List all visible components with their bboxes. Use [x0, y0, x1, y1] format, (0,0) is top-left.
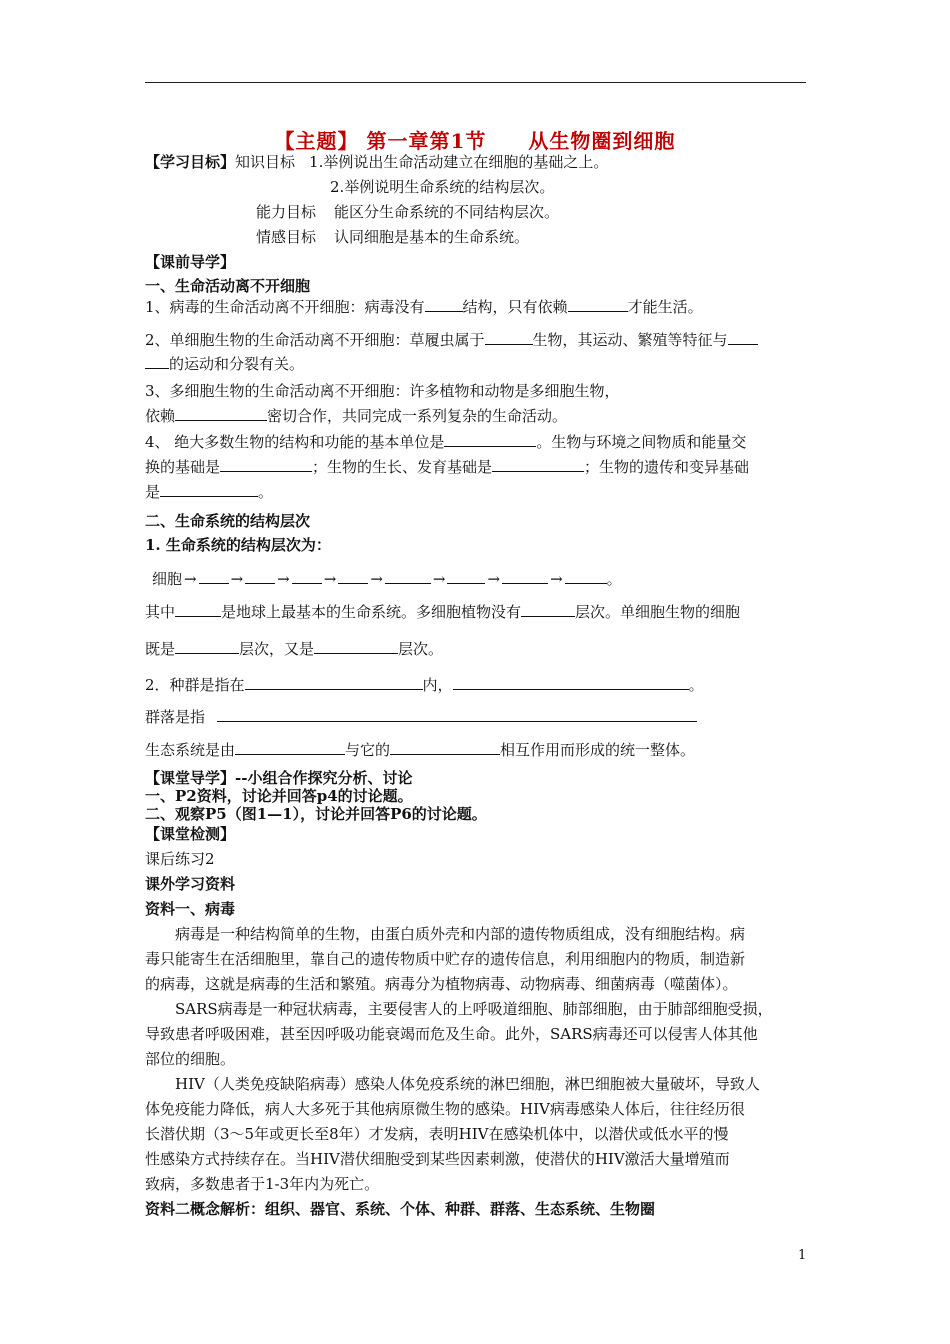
population-definition: 2．种群是指在 内， 。: [145, 676, 704, 694]
question-2: 2、单细胞生物的生命活动离不开细胞：草履虫属于 生物，其运动、繁殖等特征与: [145, 330, 758, 350]
blank[interactable]: [220, 457, 312, 472]
blank[interactable]: [453, 675, 689, 690]
section-2-line-1: 其中 是地球上最基本的生命系统。多细胞植物没有 层次。单细胞生物的细胞: [145, 603, 741, 621]
blank[interactable]: [235, 740, 345, 755]
question-4-cont: 换的基础是 ；生物的生长、发育基础是 ；生物的遗传和变异基础: [145, 458, 750, 476]
blank[interactable]: [485, 330, 533, 345]
blank[interactable]: [728, 330, 758, 345]
virus-para-1-line-2: 毒只能寄生在活细胞里，靠自己的遗传物质中贮存的遗传信息，利用细胞内的物质，制造新: [145, 950, 746, 968]
question-1: 1、病毒的生命活动离不开细胞：病毒没有 结构，只有依赖 才能生活。: [145, 298, 703, 316]
resource-1-title: 资料一、病毒: [145, 900, 236, 918]
blank[interactable]: [425, 297, 463, 312]
page-number: 1: [798, 1248, 807, 1263]
section-2-q1: 1. 生命系统的结构层次为：: [145, 536, 331, 554]
objectives-line-4: 情感目标 认同细胞是基本的生命系统。: [256, 228, 530, 246]
resource-2-title: 资料二概念解析：组织、器官、系统、个体、种群、群落、生态系统、生物圈: [145, 1200, 656, 1218]
virus-para-3-line-1: HIV（人类免疫缺陷病毒）感染人体免疫系统的淋巴细胞，淋巴细胞被大量破坏，导致人: [175, 1075, 760, 1093]
virus-para-3-line-4: 性感染方式持续存在。当HIV潜伏细胞受到某些因素刺激，使潜伏的HIV激活大量增殖而: [145, 1150, 730, 1168]
blank[interactable]: [145, 354, 169, 369]
blank[interactable]: [217, 707, 697, 722]
class-item-1: 一、P2资料，讨论并回答p4的讨论题。: [145, 787, 413, 805]
blank[interactable]: [565, 569, 607, 584]
blank[interactable]: [175, 406, 267, 421]
section-2-title: 二、生命系统的结构层次: [145, 512, 311, 530]
blank[interactable]: [175, 602, 221, 617]
blank[interactable]: [292, 569, 322, 584]
virus-para-3-line-3: 长潜伏期（3～5年或更长至8年）才发病，表明HIV在感染机体中，以潜伏或低水平的慢: [145, 1125, 729, 1143]
blank[interactable]: [447, 569, 485, 584]
question-4-cont-2: 是 。: [145, 483, 274, 501]
class-check-text: 课后练习2: [145, 850, 215, 868]
class-item-2: 二、观察P5（图1—1），讨论并回答P6的讨论题。: [145, 805, 487, 823]
blank[interactable]: [160, 482, 258, 497]
blank[interactable]: [199, 569, 229, 584]
preview-label: 【课前导学】: [145, 253, 236, 271]
blank[interactable]: [390, 740, 500, 755]
virus-para-2-line-3: 部位的细胞。: [145, 1050, 236, 1068]
blank[interactable]: [568, 297, 628, 312]
question-3-cont: 依赖 密切合作，共同完成一系列复杂的生命活动。: [145, 407, 568, 425]
objectives-line-2: 2.举例说明生命系统的结构层次。: [330, 178, 555, 196]
extra-title: 课外学习资料: [145, 875, 236, 893]
question-4: 4、 绝大多数生物的结构和功能的基本单位是 。生物与环境之间物质和能量交: [145, 433, 747, 451]
top-rule: [145, 82, 806, 83]
virus-para-2-line-1: SARS病毒是一种冠状病毒，主要侵害人的上呼吸道细胞、肺部细胞，由于肺部细胞受损，: [175, 1000, 773, 1018]
objectives-line-3: 能力目标 能区分生命系统的不同结构层次。: [256, 203, 560, 221]
section-1-title: 一、生命活动离不开细胞: [145, 277, 311, 295]
page-title: 【主题】 第一章第1节 从生物圈到细胞: [274, 129, 676, 153]
community-definition: 群落是指: [145, 707, 697, 727]
blank[interactable]: [245, 675, 423, 690]
question-3: 3、多细胞生物的生命活动离不开细胞：许多植物和动物是多细胞生物，: [145, 382, 620, 400]
class-guide-label: 【课堂导学】--小组合作探究分析、讨论: [145, 769, 413, 787]
virus-para-2-line-2: 导致患者呼吸困难，甚至因呼吸功能衰竭而危及生命。此外，SARS病毒还可以侵害人体其他: [145, 1025, 758, 1043]
hierarchy-chain: 细胞 → → → → → → → → 。: [152, 570, 622, 588]
blank[interactable]: [175, 639, 239, 654]
objectives-line-1: 【学习目标】知识目标 1.举例说出生命活动建立在细胞的基础之上。: [145, 153, 609, 171]
blank[interactable]: [314, 639, 398, 654]
blank[interactable]: [338, 569, 368, 584]
virus-para-1-line-1: 病毒是一种结构简单的生物，由蛋白质外壳和内部的遗传物质组成，没有细胞结构。病: [175, 925, 746, 943]
blank[interactable]: [444, 432, 536, 447]
class-check-label: 【课堂检测】: [145, 825, 236, 843]
question-2-cont: 的运动和分裂有关。: [145, 354, 304, 374]
virus-para-3-line-2: 体免疫能力降低，病人大多死于其他病原微生物的感染。HIV病毒感染人体后，往往经历很: [145, 1100, 745, 1118]
blank[interactable]: [502, 569, 548, 584]
blank[interactable]: [385, 569, 431, 584]
virus-para-3-line-5: 致病，多数患者于1-3年内为死亡。: [145, 1175, 380, 1193]
section-2-line-2: 既是 层次，又是 层次。: [145, 640, 444, 658]
ecosystem-definition: 生态系统是由 与它的 相互作用而形成的统一整体。: [145, 741, 696, 759]
blank[interactable]: [492, 457, 584, 472]
blank[interactable]: [245, 569, 275, 584]
blank[interactable]: [521, 602, 575, 617]
virus-para-1-line-3: 的病毒，这就是病毒的生活和繁殖。病毒分为植物病毒、动物病毒、细菌病毒（噬菌体）。: [145, 975, 738, 993]
